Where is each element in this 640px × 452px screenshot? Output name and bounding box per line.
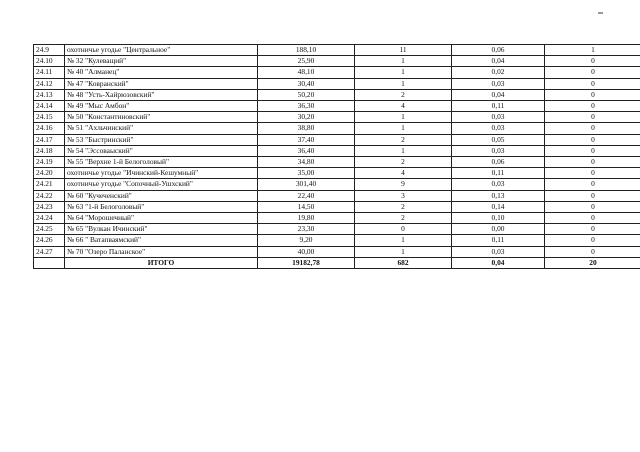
quota-cell: 0: [545, 157, 640, 168]
density-cell: 0,00: [452, 224, 545, 235]
table-row: [34, 112, 640, 123]
quota-cell: 0: [545, 145, 640, 156]
row-number: 24.21: [34, 179, 65, 190]
area-cell: 38,80: [258, 123, 355, 134]
table-row: [34, 235, 640, 246]
area-cell: 25,90: [258, 56, 355, 67]
count-cell: 1: [355, 78, 452, 89]
ground-name: охотничье угодье "Центральное": [65, 45, 258, 56]
total-count: 682: [355, 257, 452, 268]
ground-name: № 47 "Ковранский": [65, 78, 258, 89]
count-cell: 2: [355, 157, 452, 168]
ground-name: № 53 "Быстринский": [65, 134, 258, 145]
quota-cell: 0: [545, 67, 640, 78]
density-cell: 0,04: [452, 89, 545, 100]
total-row: [34, 257, 640, 268]
quota-cell: 0: [545, 190, 640, 201]
table-row: [34, 56, 640, 67]
area-cell: 36,30: [258, 101, 355, 112]
total-quota: 20: [545, 257, 640, 268]
hunting-grounds-table: [33, 44, 640, 269]
quota-cell: 0: [545, 179, 640, 190]
density-cell: 0,11: [452, 101, 545, 112]
row-number: 24.14: [34, 101, 65, 112]
quota-cell: 0: [545, 213, 640, 224]
quota-cell: 0: [545, 123, 640, 134]
area-cell: 37,40: [258, 134, 355, 145]
area-cell: 23,30: [258, 224, 355, 235]
count-cell: 9: [355, 179, 452, 190]
quota-cell: 0: [545, 89, 640, 100]
ground-name: № 70 "Озеро Паланское": [65, 246, 258, 257]
total-area: 19182,78: [258, 257, 355, 268]
count-cell: 2: [355, 213, 452, 224]
row-number: 24.19: [34, 157, 65, 168]
row-number: 24.25: [34, 224, 65, 235]
count-cell: 1: [355, 123, 452, 134]
quota-cell: 0: [545, 112, 640, 123]
area-cell: 34,80: [258, 157, 355, 168]
quota-cell: 0: [545, 134, 640, 145]
density-cell: 0,05: [452, 134, 545, 145]
count-cell: 1: [355, 112, 452, 123]
count-cell: 1: [355, 235, 452, 246]
area-cell: 30,20: [258, 112, 355, 123]
ground-name: № 40 "Алманец": [65, 67, 258, 78]
ground-name: № 48 "Усть-Хайрюзовский": [65, 89, 258, 100]
quota-cell: 0: [545, 246, 640, 257]
ground-name: № 63 "1-й Белоголовый": [65, 201, 258, 212]
density-cell: 0,03: [452, 145, 545, 156]
row-number: 24.9: [34, 45, 65, 56]
quota-cell: 0: [545, 224, 640, 235]
area-cell: 14,50: [258, 201, 355, 212]
count-cell: 1: [355, 246, 452, 257]
table-row: [34, 78, 640, 89]
quota-cell: 0: [545, 201, 640, 212]
density-cell: 0,03: [452, 179, 545, 190]
density-cell: 0,02: [452, 67, 545, 78]
count-cell: 2: [355, 201, 452, 212]
ground-name: № 49 "Мыс Амбон": [65, 101, 258, 112]
count-cell: 4: [355, 168, 452, 179]
area-cell: 48,10: [258, 67, 355, 78]
ground-name: № 54 "Эссоваыский": [65, 145, 258, 156]
area-cell: 22,40: [258, 190, 355, 201]
count-cell: 1: [355, 145, 452, 156]
count-cell: 1: [355, 67, 452, 78]
area-cell: 36,40: [258, 145, 355, 156]
density-cell: 0,10: [452, 213, 545, 224]
quota-cell: 1: [545, 45, 640, 56]
quota-cell: 0: [545, 56, 640, 67]
table-row: [34, 201, 640, 212]
table-row: [34, 123, 640, 134]
table-row: [34, 224, 640, 235]
ground-name: № 55 "Верхне 1-й Белоголовый": [65, 157, 258, 168]
row-number: 24.15: [34, 112, 65, 123]
table-row: [34, 157, 640, 168]
table-row: [34, 89, 640, 100]
ground-name: охотничье угодье "Сопочный-Ушхский": [65, 179, 258, 190]
row-number: 24.26: [34, 235, 65, 246]
row-number: 24.22: [34, 190, 65, 201]
table-row: [34, 168, 640, 179]
count-cell: 2: [355, 89, 452, 100]
table-row: [34, 145, 640, 156]
area-cell: 40,00: [258, 246, 355, 257]
count-cell: 4: [355, 101, 452, 112]
density-cell: 0,03: [452, 246, 545, 257]
density-cell: 0,03: [452, 78, 545, 89]
table-row: [34, 67, 640, 78]
row-number: 24.13: [34, 89, 65, 100]
ground-name: № 32 "Кулеващий": [65, 56, 258, 67]
area-cell: 188,10: [258, 45, 355, 56]
quota-cell: 0: [545, 168, 640, 179]
ground-name: № 66 " Ватапваямский": [65, 235, 258, 246]
ground-name: № 65 "Вулкан Ичинский": [65, 224, 258, 235]
area-cell: 19,80: [258, 213, 355, 224]
density-cell: 0,11: [452, 168, 545, 179]
row-number: 24.11: [34, 67, 65, 78]
ground-name: № 51 "Ахльчинский": [65, 123, 258, 134]
table-row: [34, 190, 640, 201]
ground-name: № 64 "Морошечный": [65, 213, 258, 224]
area-cell: 30,40: [258, 78, 355, 89]
density-cell: 0,06: [452, 157, 545, 168]
quota-cell: 0: [545, 78, 640, 89]
density-cell: 0,04: [452, 56, 545, 67]
table-row: [34, 134, 640, 145]
density-cell: 0,06: [452, 45, 545, 56]
total-empty-cell: [34, 257, 65, 268]
row-number: 24.20: [34, 168, 65, 179]
ground-name: охотничье угодье "Ичинский-Кешумный": [65, 168, 258, 179]
count-cell: 2: [355, 134, 452, 145]
row-number: 24.16: [34, 123, 65, 134]
table-row: [34, 179, 640, 190]
area-cell: 9,20: [258, 235, 355, 246]
row-number: 24.12: [34, 78, 65, 89]
table-body: [34, 45, 640, 269]
row-number: 24.17: [34, 134, 65, 145]
density-cell: 0,03: [452, 112, 545, 123]
count-cell: 1: [355, 56, 452, 67]
count-cell: 11: [355, 45, 452, 56]
quota-cell: 0: [545, 101, 640, 112]
count-cell: 0: [355, 224, 452, 235]
density-cell: 0,03: [452, 123, 545, 134]
area-cell: 50,20: [258, 89, 355, 100]
total-label: ИТОГО: [65, 257, 258, 268]
quota-cell: 0: [545, 235, 640, 246]
area-cell: 35,00: [258, 168, 355, 179]
ground-name: № 50 "Константиновский": [65, 112, 258, 123]
ground-name: № 60 "Кучеченский": [65, 190, 258, 201]
table-row: [34, 101, 640, 112]
density-cell: 0,14: [452, 201, 545, 212]
table-row: [34, 45, 640, 56]
table-row: [34, 213, 640, 224]
row-number: 24.23: [34, 201, 65, 212]
area-cell: 301,40: [258, 179, 355, 190]
row-number: 24.24: [34, 213, 65, 224]
row-number: 24.18: [34, 145, 65, 156]
table-row: [34, 246, 640, 257]
density-cell: 0,13: [452, 190, 545, 201]
total-density: 0,04: [452, 257, 545, 268]
scan-mark: [598, 12, 603, 14]
row-number: 24.27: [34, 246, 65, 257]
density-cell: 0,11: [452, 235, 545, 246]
row-number: 24.10: [34, 56, 65, 67]
count-cell: 3: [355, 190, 452, 201]
